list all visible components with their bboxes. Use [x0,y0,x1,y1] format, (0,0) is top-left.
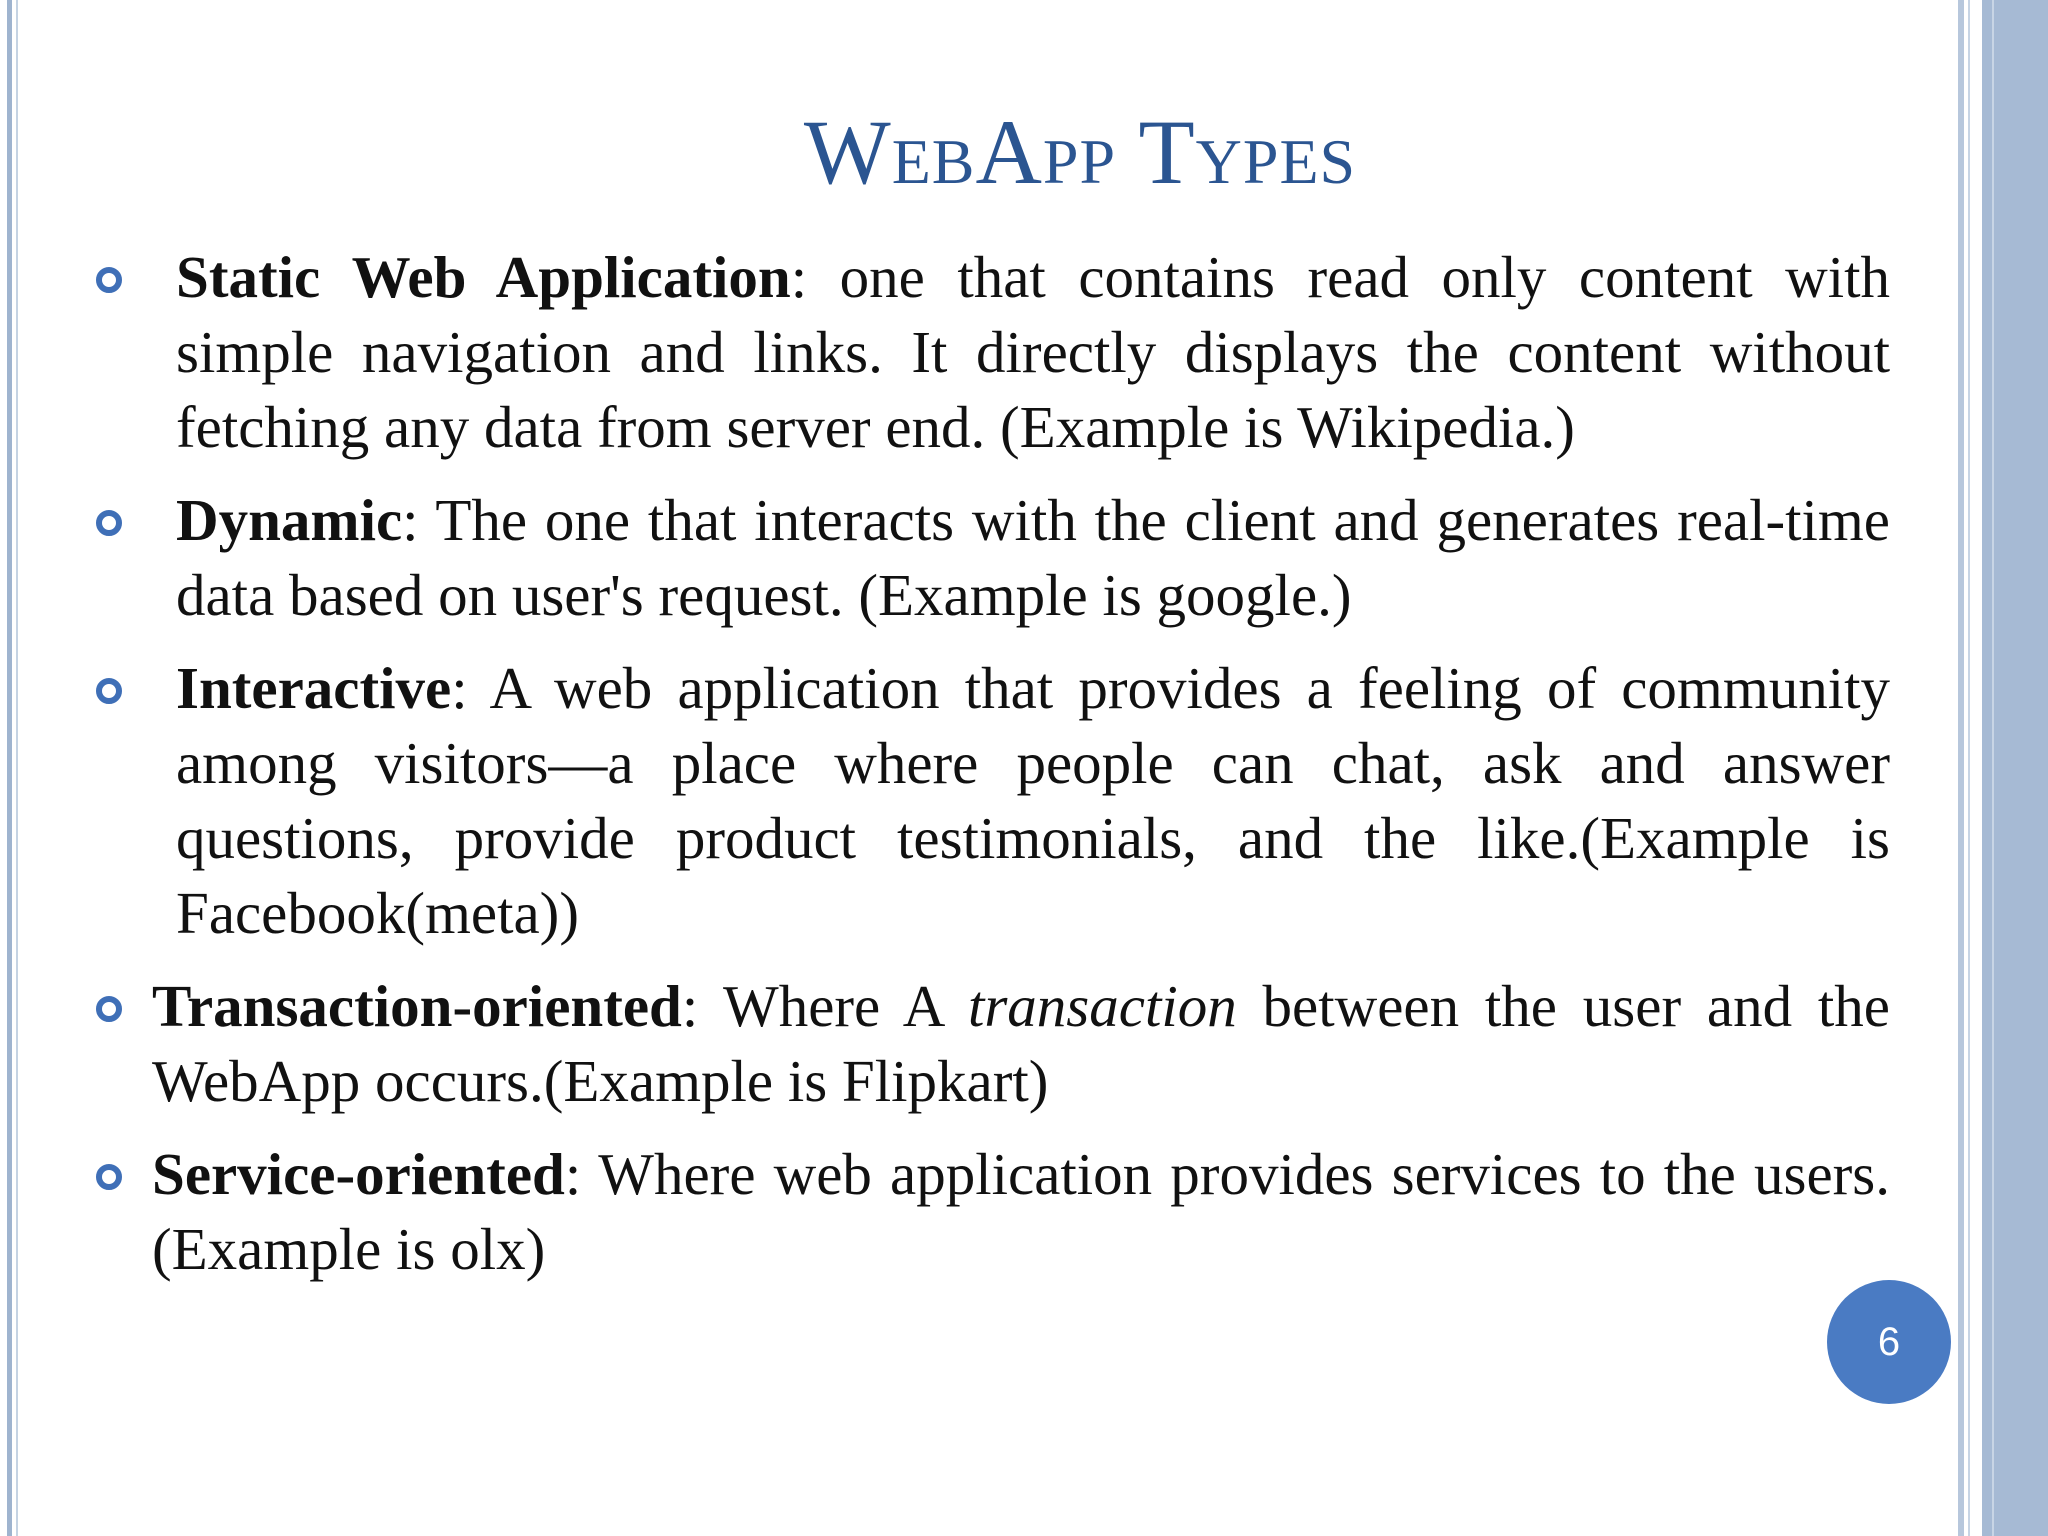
page-number-badge: 6 [1827,1280,1951,1404]
bullet-description-end: between the user and the WebApp occurs.(Example is Flipkart) [152,973,1890,1114]
bullet-separator: : [402,487,419,553]
bullet-text [152,969,1890,1119]
bullet-description: Where web application provides services to the users.(Example is olx) [152,1141,1890,1282]
bullet-text [176,240,1890,465]
bullet-term: Static Web Application [176,244,791,310]
bullet-description-start: Where A [698,973,968,1039]
bullet-item-interactive [90,651,1890,951]
left-decorative-line [7,0,12,1536]
bullet-description: The one that interacts with the client and generates real-time data based on user's request. (Example is google.) [176,487,1890,628]
bullet-text [176,483,1890,633]
ring-bullet-icon [96,1164,122,1190]
bullet-term: Interactive [176,655,452,721]
bullet-separator: : [790,244,808,310]
right-decorative-line [1958,0,1964,1536]
bullet-separator: : [451,655,468,721]
ring-bullet-icon [96,510,122,536]
bullet-description: one that contains read only content with simple navigation and links. It directly displays the content without fetching any data from server end. (Example is Wikipedia.) [176,244,1890,460]
bullet-separator: : [564,1141,582,1207]
bullet-italic-term: transaction [967,973,1237,1039]
bullet-item-static [90,240,1890,465]
bullet-item-service [90,1137,1890,1287]
right-decorative-bar-line [1992,0,1994,1536]
bullet-list [90,240,1890,1305]
slide-title: WebApp Types [803,101,1357,203]
bullet-text [152,1137,1890,1287]
bullet-description: A web application that provides a feeling of community among visitors—a place where people can chat, ask and answer questions, provide product testimonials, and the like.(Example is Facebook(meta)) [176,655,1890,946]
right-decorative-line-thin [1968,0,1970,1536]
ring-bullet-icon [96,678,122,704]
bullet-text [176,651,1890,951]
bullet-term: Transaction-oriented [152,973,682,1039]
bullet-separator: : [681,973,699,1039]
left-decorative-line-thin [16,0,18,1536]
bullet-item-dynamic [90,483,1890,633]
bullet-item-transaction [90,969,1890,1119]
ring-bullet-icon [96,267,122,293]
bullet-term: Service-oriented [152,1141,565,1207]
ring-bullet-icon [96,996,122,1022]
bullet-term: Dynamic [176,487,403,553]
